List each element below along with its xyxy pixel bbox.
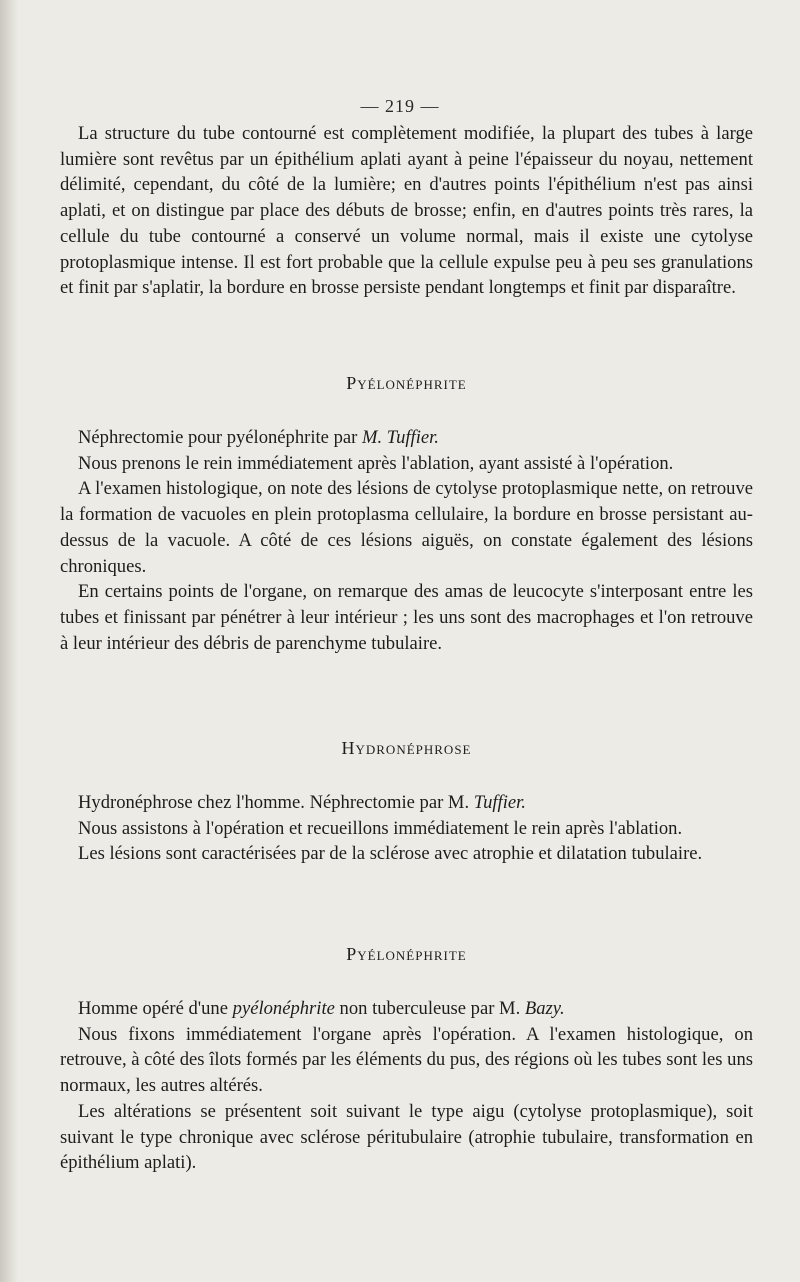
section1-paragraph-1 xyxy=(60,425,753,451)
section3-paragraph-3: Les altérations se présentent soit suivant le type aigu (cytolyse protoplasmique), soit suivant le type chronique avec sclérose péritubulaire (atrophie tubulaire, transformation en épithélium aplati). xyxy=(60,1100,753,1174)
section1-p1-author: M. Tuffier. xyxy=(361,427,439,448)
section-heading-pyelonephrite-2: Pyélonéphrite xyxy=(346,944,467,964)
section3-paragraph-1 xyxy=(60,996,753,1022)
section-pyelonephrite-2 xyxy=(60,996,753,1176)
section2-paragraph-2: Nous assistons à l'opération et recueillons immédiatement le rein après l'ablation. xyxy=(78,817,683,839)
section2-p1-text: Hydronéphrose chez l'homme. Néphrectomie par M. xyxy=(78,792,474,813)
page-number: — 219 — xyxy=(360,96,440,116)
section1-paragraph-4: En certains points de l'organe, on remarque des amas de leucocyte s'interposant entre les tubes et finissant par pénétrer à leur intérieur ; les uns sont des macrophages et l'on retrouve à leur intérieur des débris de parenchyme tubulaire. xyxy=(60,581,753,654)
page-edge-shadow xyxy=(0,0,18,1282)
section-heading-pyelonephrite-1: Pyélonéphrite xyxy=(346,373,467,393)
section2-p1-author: Tuffier. xyxy=(473,792,526,813)
section3-p1-italic: pyélonéphrite xyxy=(232,998,335,1019)
section-pyelonephrite-1 xyxy=(60,425,753,656)
section3-p1-a: Homme opéré d'une xyxy=(78,998,233,1019)
section2-paragraph-1 xyxy=(60,790,753,816)
section2-paragraph-3: Les lésions sont caractérisées par de la sclérose avec atrophie et dilatation tubulaire. xyxy=(78,843,703,865)
section1-p1-text: Néphrectomie pour pyélonéphrite par xyxy=(78,427,362,448)
section-heading-hydronephrose: Hydronéphrose xyxy=(341,738,472,758)
section3-p1-b: non tuberculeuse par M. xyxy=(334,998,525,1019)
section-hydronephrose xyxy=(60,790,753,867)
section1-paragraph-2: Nous prenons le rein immédiatement après l'ablation, ayant assisté à l'opération. xyxy=(78,452,674,474)
section3-p1-author: Bazy. xyxy=(524,998,565,1019)
intro-paragraph: La structure du tube contourné est complètement modifiée, la plupart des tubes à large lumière sont revêtus par un épithélium aplati ayant à peine l'épaisseur du noyau, nettement délimité, cependant, du côté de la lumière; en d'autres points l'épithélium n'est pas ainsi aplati, et on distingue par place des débuts de brosse; enfin, en d'autres points très rares, la cellule du tube contourné a conservé un volume normal, mais il existe une cytolyse protoplasmique intense. Il est fort probable que la cellule expulse peu à peu ses granulations et finit par s'aplatir, la bordure en brosse persiste pendant longtemps et finit par disparaître. xyxy=(60,123,753,299)
section3-paragraph-2: Nous fixons immédiatement l'organe après l'opération. A l'examen histologique, on retrouve, à côté des îlots formés par les éléments du pus, des régions où les tubes sont les uns normaux, les autres altérés. xyxy=(60,1023,753,1097)
section1-paragraph-3: A l'examen histologique, on note des lésions de cytolyse protoplasmique nette, on retrouve la formation de vacuoles en plein protoplasma cellulaire, la bordure en brosse persistant au-dessus de la vacuole. A côté de ces lésions aiguës, on constate également des lésions chroniques. xyxy=(60,478,753,577)
intro-paragraph-block xyxy=(60,121,753,301)
